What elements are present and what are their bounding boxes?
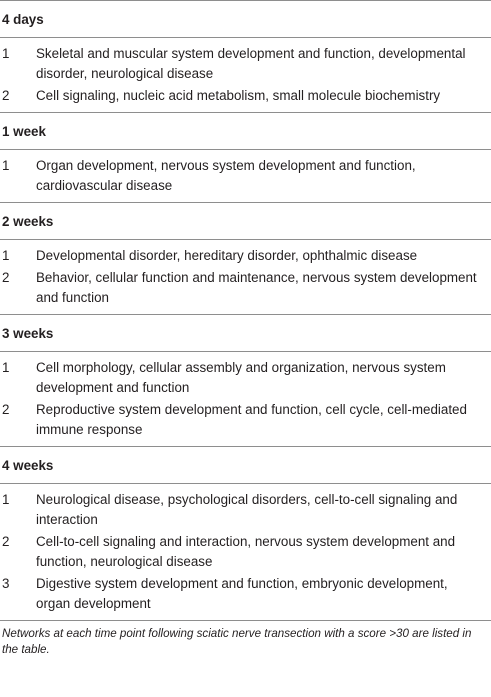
section-1-week [0, 112, 491, 202]
section-4-weeks [0, 446, 491, 620]
row-number: 1 [2, 46, 10, 61]
section-3-weeks [0, 314, 491, 446]
row-text: Behavior, cellular function and maintenance, nervous system development and function [36, 270, 477, 305]
table-row [0, 357, 491, 399]
row-number: 1 [2, 492, 10, 507]
section-header: 4 days [0, 0, 491, 38]
table-row [0, 399, 491, 441]
table-row [0, 43, 491, 85]
table-row [0, 85, 491, 107]
section-rows [0, 240, 491, 314]
row-text: Cell-to-cell signaling and interaction, nervous system development and function, neurological disease [36, 534, 456, 569]
table-row [0, 573, 491, 615]
row-text: Reproductive system development and function, cell cycle, cell-mediated immune response [36, 402, 467, 437]
table-row [0, 489, 491, 531]
section-header: 2 weeks [0, 202, 491, 240]
section-header: 4 weeks [0, 446, 491, 484]
table-row [0, 531, 491, 573]
section-2-weeks [0, 202, 491, 314]
table-row [0, 267, 491, 309]
table-row [0, 245, 491, 267]
section-rows [0, 150, 491, 202]
row-number: 1 [2, 158, 10, 173]
section-rows [0, 352, 491, 446]
row-number: 1 [2, 360, 10, 375]
row-number: 2 [2, 402, 10, 417]
row-text: Skeletal and muscular system development and function, developmental disorder, neurological disease [36, 46, 466, 81]
section-rows [0, 484, 491, 620]
section-rows [0, 38, 491, 112]
table-footnote: Networks at each time point following sciatic nerve transection with a score >30 are listed in the table. [2, 627, 472, 656]
row-text: Digestive system development and function, embryonic development, organ development [36, 576, 448, 611]
row-text: Developmental disorder, hereditary disorder, ophthalmic disease [36, 248, 418, 263]
row-text: Cell morphology, cellular assembly and organization, nervous system development and function [36, 360, 446, 395]
row-number: 3 [2, 576, 10, 591]
row-text: Cell signaling, nucleic acid metabolism, small molecule biochemistry [36, 88, 441, 103]
table-row [0, 155, 491, 197]
section-4-days [0, 0, 491, 112]
row-text: Organ development, nervous system development and function, cardiovascular disease [36, 158, 416, 193]
row-number: 2 [2, 534, 10, 549]
row-number: 2 [2, 270, 10, 285]
row-number: 1 [2, 248, 10, 263]
row-text: Neurological disease, psychological disorders, cell-to-cell signaling and interaction [36, 492, 458, 527]
row-number: 2 [2, 88, 10, 103]
section-header: 3 weeks [0, 314, 491, 352]
section-header: 1 week [0, 112, 491, 150]
